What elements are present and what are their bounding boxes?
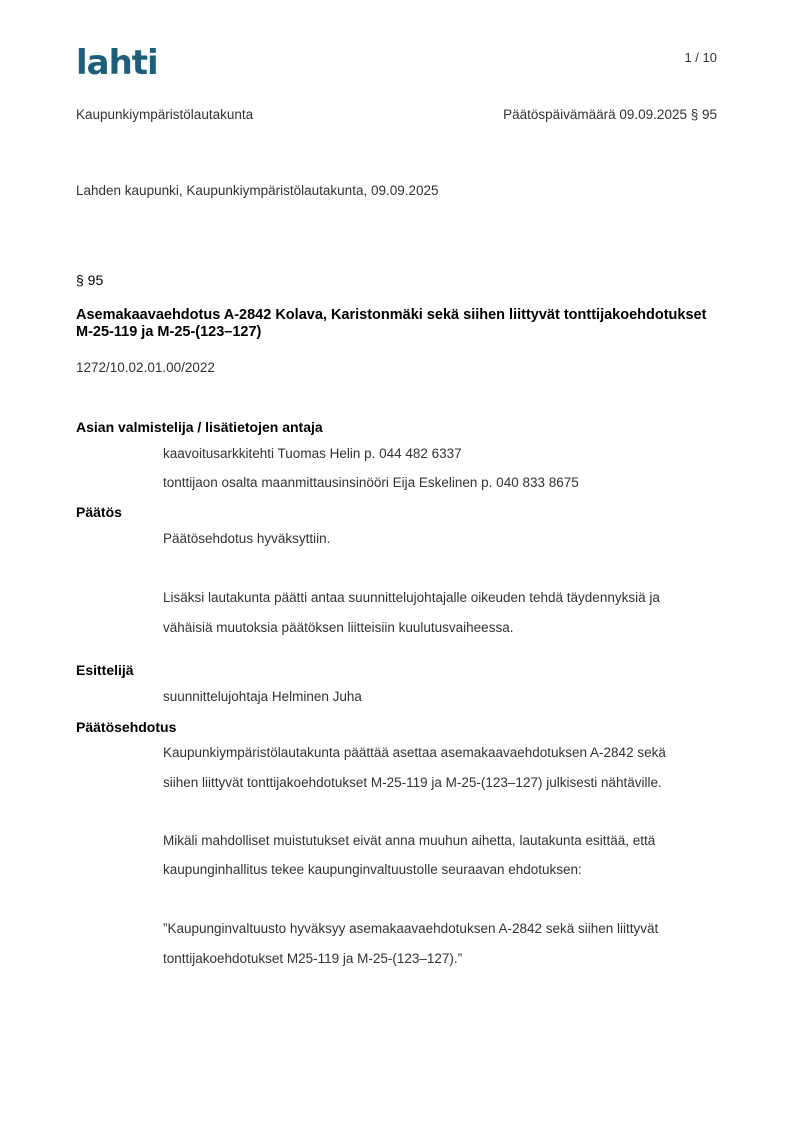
section-number: § 95: [76, 272, 104, 288]
decision-line-1: Päätösehdotus hyväksyttiin.: [163, 531, 331, 546]
decision-line-3: vähäisiä muutoksia päätöksen liitteisiin kuulutusvaiheessa.: [163, 620, 514, 635]
proposal-p3-line-1: ”Kaupunginvaltuusto hyväksyy asemakaavaehdotuksen A-2842 sekä siihen liittyvät: [163, 921, 659, 936]
proposal-p2-line-2: kaupunginhallitus tekee kaupunginvaltuustolle seuraavan ehdotuksen:: [163, 862, 582, 877]
preparer-heading: Asian valmistelija / lisätietojen antaja: [76, 419, 323, 435]
page-number: 1 / 10: [684, 50, 717, 65]
presenter-heading: Esittelijä: [76, 662, 134, 678]
decision-line-2: Lisäksi lautakunta päätti antaa suunnittelujohtajalle oikeuden tehdä täydennyksiä ja: [163, 590, 660, 605]
proposal-p3-line-2: tonttijakoehdotukset M25-119 ja M-25-(123–127).”: [163, 951, 463, 966]
proposal-p1-line-1: Kaupunkiympäristölautakunta päättää asettaa asemakaavaehdotuksen A-2842 sekä: [163, 745, 666, 760]
presenter-name: suunnittelujohtaja Helminen Juha: [163, 689, 362, 704]
preparer-line-2: tonttijaon osalta maanmittausinsinööri Eija Eskelinen p. 040 833 8675: [163, 475, 579, 490]
record-number: 1272/10.02.01.00/2022: [76, 360, 215, 375]
preparer-line-1: kaavoitusarkkitehti Tuomas Helin p. 044 482 6337: [163, 446, 462, 461]
meeting-line: Lahden kaupunki, Kaupunkiympäristölautakunta, 09.09.2025: [76, 183, 439, 198]
proposal-p2-line-1: Mikäli mahdolliset muistutukset eivät anna muuhun aihetta, lautakunta esittää, että: [163, 833, 656, 848]
document-title: Asemakaavaehdotus A-2842 Kolava, Karistonmäki sekä siihen liittyvät tonttijakoehdotukset M-25-119 ja M-25-(123–127): [76, 307, 707, 340]
committee-name: Kaupunkiympäristölautakunta: [76, 107, 254, 122]
decision-date: Päätöspäivämäärä 09.09.2025 § 95: [503, 107, 717, 122]
decision-heading: Päätös: [76, 504, 122, 520]
lahti-logo: lahti: [76, 43, 158, 83]
proposal-heading: Päätösehdotus: [76, 719, 177, 735]
proposal-p1-line-2: siihen liittyvät tonttijakoehdotukset M-25-119 ja M-25-(123–127) julkisesti nähtäville.: [163, 775, 662, 790]
